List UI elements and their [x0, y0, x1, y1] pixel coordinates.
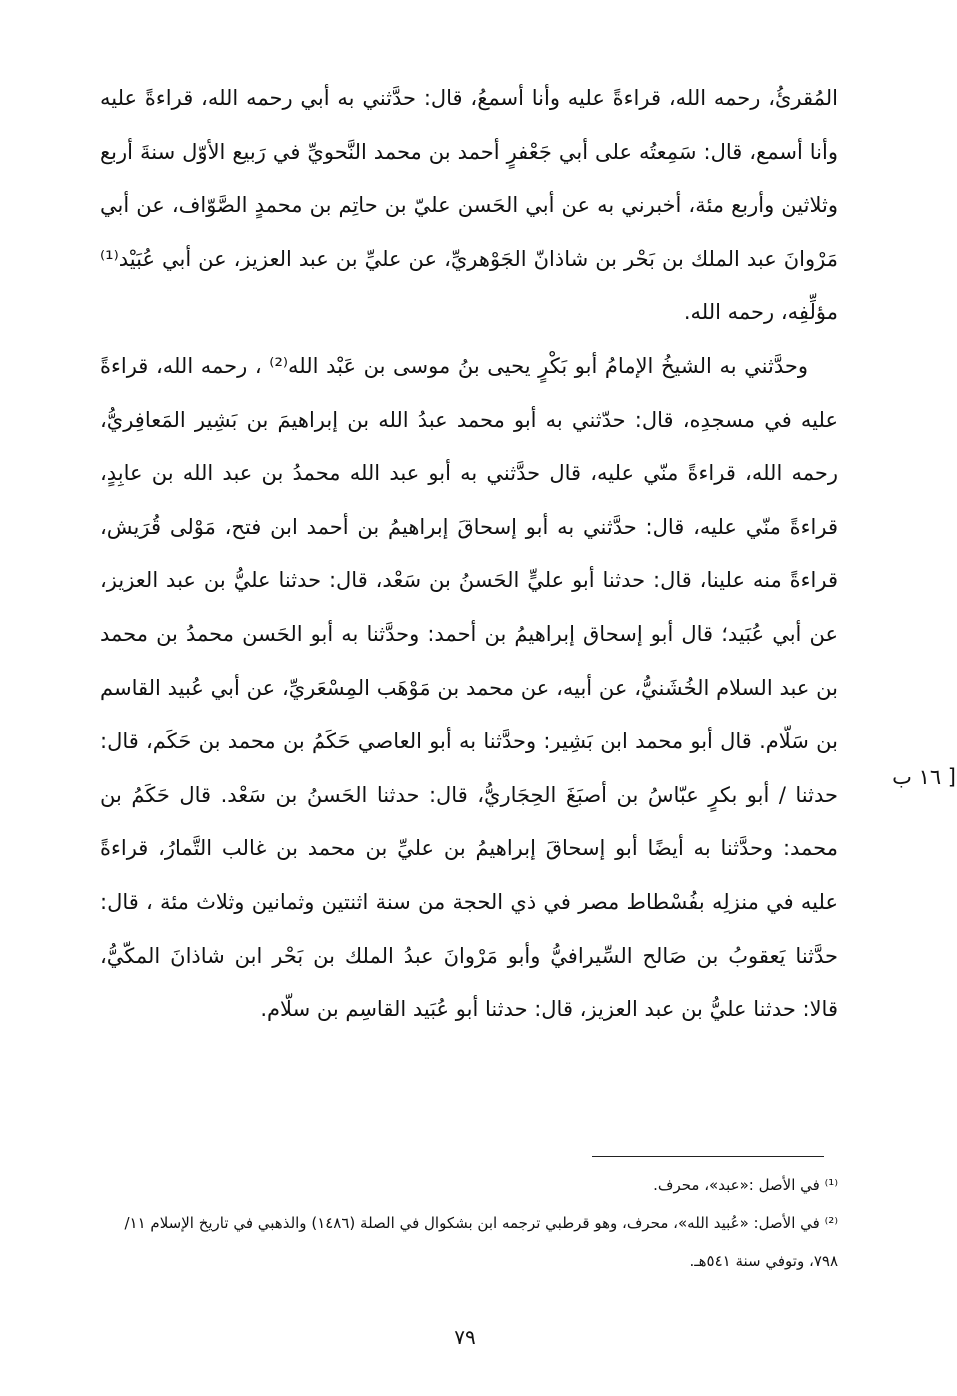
footnotes	[100, 1166, 838, 1280]
footnote-separator	[592, 1156, 824, 1157]
manuscript-folio-marker: [ ١٦ ب	[892, 765, 956, 789]
paragraph-isnad-1: المُقرئُ، رحمه الله، قراءةً عليه وأنا أسمعُ، قال: حدَّثني به أبي رحمه الله، قراءةً عليه وأنا أسمع، قال: سَمِعتُه على أبي جَعْفرٍ أحمد بن محمد النَّحويِّ في رَبيع الأوّل سنةَ أربع وثلاثين وأربع مئة، أخبرني به عن أبي الحَسن عليّ بن حاتِم بن محمدٍ الصَّوّاف، عن أبي مَرْوانَ عبد الملك بن بَحْر بن شاذانّ الجَوْهريِّ، عن عليِّ بن عبد العزيز، عن أبي عُبَيْد⁽¹⁾ مؤلِّفِه، رحمه الله.	[100, 86, 838, 325]
footnote-1: ⁽¹⁾ في الأصل :«عبد»، محرف.	[653, 1176, 838, 1194]
page-number: ٧٩	[454, 1325, 476, 1349]
paragraph-isnad-2: وحدَّثني به الشيخُ الإمامُ أبو بَكْرٍ يحيى بنُ موسى بن عَبْد الله⁽²⁾ ، رحمه الله، قراءةً عليه في مسجدِه، قال: حدّثني به أبو محمد عبدُ الله بن إبراهيمَ بن بَشِير المَعافِريُّ، رحمه الله، قراءةً منّي عليه، قال حدَّثني به أبو عبد الله محمدُ بن عبد الله بن عابِدٍ، قراءةً منّي عليه، قال: حدَّثني به أبو إسحاقَ إبراهيمُ بن أحمد ابن فتح، مَوْلى قُرَيش، قراءةً منه علينا، قال: حدثنا أبو عليٍّ الحَسنُ بن سَعْد، قال: حدثنا عليُّ بن عبد العزيز، عن أبي عُبَيد؛ قال أبو إسحاق إبراهيمُ بن أحمد: وحدَّثنا به أبو الحَسن محمدُ بن محمد بن عبد السلام الخُشَنيُّ، عن أبيه، عن محمد بن مَوْهَب المِسْعَريِّ، عن أبي عُبيد القاسم بن سَلّام. قال أبو محمد ابن بَشِير: وحدَّثنا به أبو العاصي حَكَمُ بن محمد بن حَكَم، قال: حدثنا / أبو بكرٍ عبّاسُ بن أصبَغَ الحِجَاريُّ، قال: حدثنا الحَسنُ بن سَعْد. قال حَكَمُ بن محمد: وحدَّثنا به أيضًا أبو إسحاقَ إبراهيمُ بن عليِّ بن محمد بن غالب التَّمارُ، قراءةً عليه في منزلِه بفُسْطاط مصر في ذي الحجة من سنة اثنتين وثمانين وثلاث مئة ، قال: حدَّثنا يَعقوبُ بن صَالح السِّيرافيُّ وأبو مَرْوانَ عبدُ الملك بن بَحْر ابن شاذانَ المكّيُّ، قالا: حدثنا عليُّ بن عبد العزيز، قال: حدثنا أبو عُبَيد القاسِم بن سلّام.	[100, 353, 838, 1022]
footnote-2: ⁽²⁾ في الأصل: «عُبيد الله»، محرف، وهو قرطبي ترجمه ابن بشكوال في الصلة (١٤٨٦) والذهبي في تاريخ الإسلام ١١/ ٧٩٨، وتوفي سنة ٥٤١هـ.	[124, 1214, 838, 1270]
main-text-block	[100, 72, 838, 1037]
